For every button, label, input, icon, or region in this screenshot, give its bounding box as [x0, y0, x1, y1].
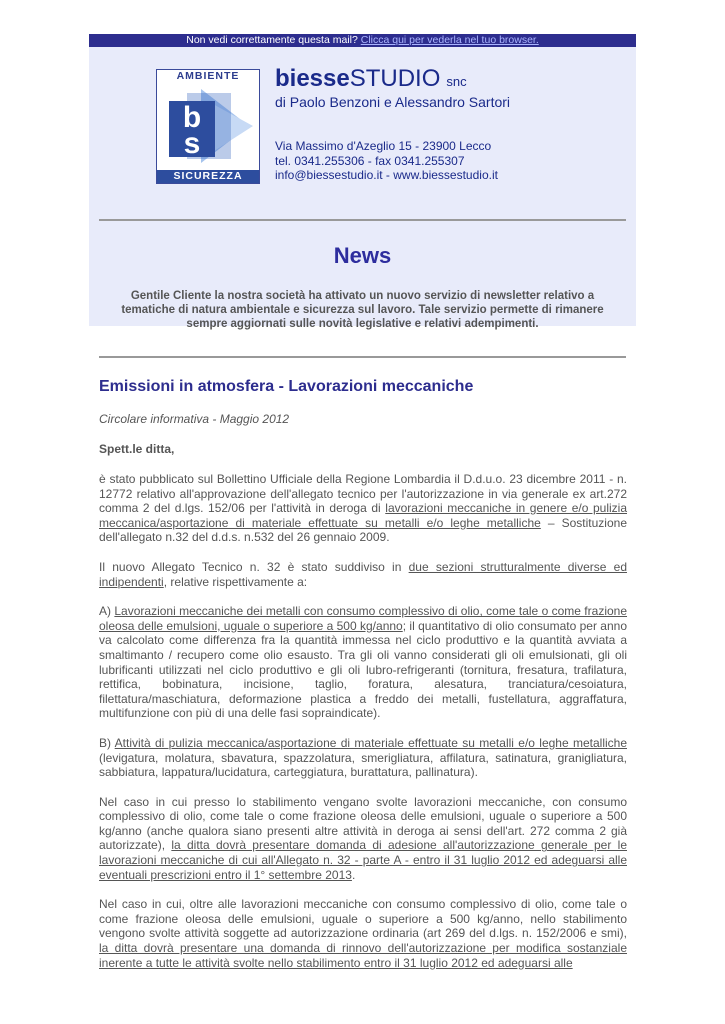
topbar-text: Non vedi correttamente questa mail? — [186, 34, 358, 46]
paragraph-5 — [99, 795, 627, 883]
section-b-marker: B) — [99, 735, 115, 750]
logo-graphic-icon — [157, 83, 259, 170]
section-a-highlight: Lavorazioni meccaniche dei metalli con consumo complessivo di olio, come tale o come frazione oleosa delle emulsioni, uguale o superiore a 500 kg/anno — [99, 604, 628, 633]
company-name — [275, 65, 467, 93]
article-subtitle: Circolare informativa - Maggio 2012 — [99, 412, 290, 426]
article — [99, 378, 627, 985]
paragraph-2-text-end: , relative rispettivamente a: — [163, 574, 308, 589]
paragraph-1-text-end: – Sostituzione dell'allegato n.32 del d.d.s. n.532 del 26 gennaio 2009. — [99, 515, 627, 545]
paragraph-section-b — [99, 736, 627, 780]
paragraph-5-text-end: . — [351, 867, 356, 882]
article-greeting: Spett.le ditta, — [99, 442, 175, 456]
paragraph-1-text: è stato pubblicato sul Bollettino Ufficiale della Regione Lombardia il D.d.u.o. 23 dicembre 2011 - n. 12772 relativo all'approvazione dell'allegato tecnico per l'autorizzazione in via generale ex art.272 comma 2 del d.lgs. 152/06 per l'attività in deroga di — [99, 472, 627, 516]
section-a-text: ; il quantitativo di olio consumato per anno va calcolato come differenza fra la quantità immessa nel ciclo produttivo e la quantità avviata a smaltimanto / recupero come olio esausto. Tra gli oli vanno considerati gli oli emulsionati, gli oli lubrificanti utilizzati nel ciclo produttivo e gli oli lubro-refrigeranti (tornitura, fresatura, trafilatura, rettifica, bobinatura, incisione, taglio, foratura, alesatura, tranciatura/cesoiatura, filettatura/maschiatura, deformazione plastica a freddo dei metalli, fustellatura, aggraffatura, multifunzione con più di una delle fasi sopraindicate). — [99, 618, 628, 721]
paragraph-section-a — [99, 604, 627, 721]
content-divider — [99, 356, 626, 358]
newsletter-container — [89, 34, 636, 330]
section-b-highlight: Attività di pulizia meccanica/asportazione di materiale effettuate su metalli e/o leghe metalliche — [114, 735, 627, 750]
company-owners: di Paolo Benzoni e Alessandro Sartori — [275, 94, 511, 110]
news-title: News — [333, 243, 392, 268]
intro-text: Gentile Cliente la nostra società ha attivato un nuovo servizio di newsletter relativo a tematiche di natura ambientale e sicurezza sul lavoro. Tale servizio permette di rimanere sempre aggiornati sulle novità legislative e relativi adempimenti. — [121, 290, 604, 330]
article-title: Emissioni in atmosfera - Lavorazioni meccaniche — [99, 378, 474, 395]
company-logo — [156, 69, 260, 184]
view-in-browser-link[interactable]: Clicca qui per vederla nel tuo browser. — [360, 34, 539, 46]
paragraph-5-highlight: la ditta dovrà presentare domanda di adesione all'autorizzazione generale per le lavorazioni meccaniche di cui all'Allegato n. 32 - parte A - entro il 31 luglio 2012 ed adeguarsi alle eventuali prescrizioni entro il 1° settembre 2013 — [99, 838, 627, 882]
paragraph-1 — [99, 472, 627, 545]
paragraph-1-highlight: lavorazioni meccaniche in genere e/o pulizia meccanica/asportazione di materiale effettuate su metalli e/o leghe metalliche — [99, 501, 627, 530]
browser-view-bar — [89, 34, 636, 47]
company-phone: tel. 0341.255306 - fax 0341.255307 — [275, 154, 465, 168]
paragraph-2-text: Il nuovo Allegato Tecnico n. 32 è stato suddiviso in — [99, 559, 409, 574]
company-suffix: snc — [446, 74, 467, 89]
header-divider — [99, 219, 626, 221]
company-name-bold: biesse — [275, 65, 350, 92]
paragraph-6 — [99, 897, 627, 970]
company-email-web: info@biessestudio.it - www.biessestudio.it — [275, 168, 498, 182]
company-name-regular: STUDIO — [349, 65, 441, 92]
logo-initial-b: b — [182, 101, 202, 134]
section-b-text: (levigatura, molatura, sbavatura, spazzolatura, smerigliatura, affilatura, satinatura, granigliatura, sabbiatura, lappatura/lucidatura, carteggiatura, burattatura, pallinatura). — [99, 750, 627, 780]
paragraph-6-highlight: la ditta dovrà presentare una domanda di rinnovo dell'autorizzazione per modifica sostanziale inerente a tutte le attività svolte nello stabilimento entro il 31 luglio 2012 ed adeguarsi alle — [99, 941, 627, 970]
logo-initial-s: s — [183, 127, 201, 160]
paragraph-2 — [99, 560, 627, 589]
logo-top-text: AMBIENTE — [176, 70, 240, 82]
section-a-marker: A) — [99, 604, 115, 619]
newsletter-header — [89, 47, 636, 330]
company-address: Via Massimo d'Azeglio 15 - 23900 Lecco — [275, 139, 492, 153]
paragraph-2-highlight: due sezioni strutturalmente diverse ed indipendenti — [99, 559, 627, 589]
paragraph-6-text: Nel caso in cui, oltre alle lavorazioni meccaniche con consumo complessivo di olio, come tale o come frazione oleosa delle emulsioni, uguale o superiore a 500 kg/anno, nello stabilimento vengono svolte attività soggette ad autorizzazione ordinaria (art 269 del d.lgs. n. 152/2006 e smi), — [99, 897, 627, 941]
logo-bottom-text: SICUREZZA — [157, 170, 259, 183]
paragraph-5-text: Nel caso in cui presso lo stabilimento vengano svolte lavorazioni meccaniche, con consumo complessivo di olio, come tale o come frazione oleosa delle emulsioni, uguale o superiore a 500 kg/anno (anche qualora siano presenti altre attività in deroga ai sensi dell'art. 272 comma 2 già autorizzate), — [99, 794, 627, 853]
